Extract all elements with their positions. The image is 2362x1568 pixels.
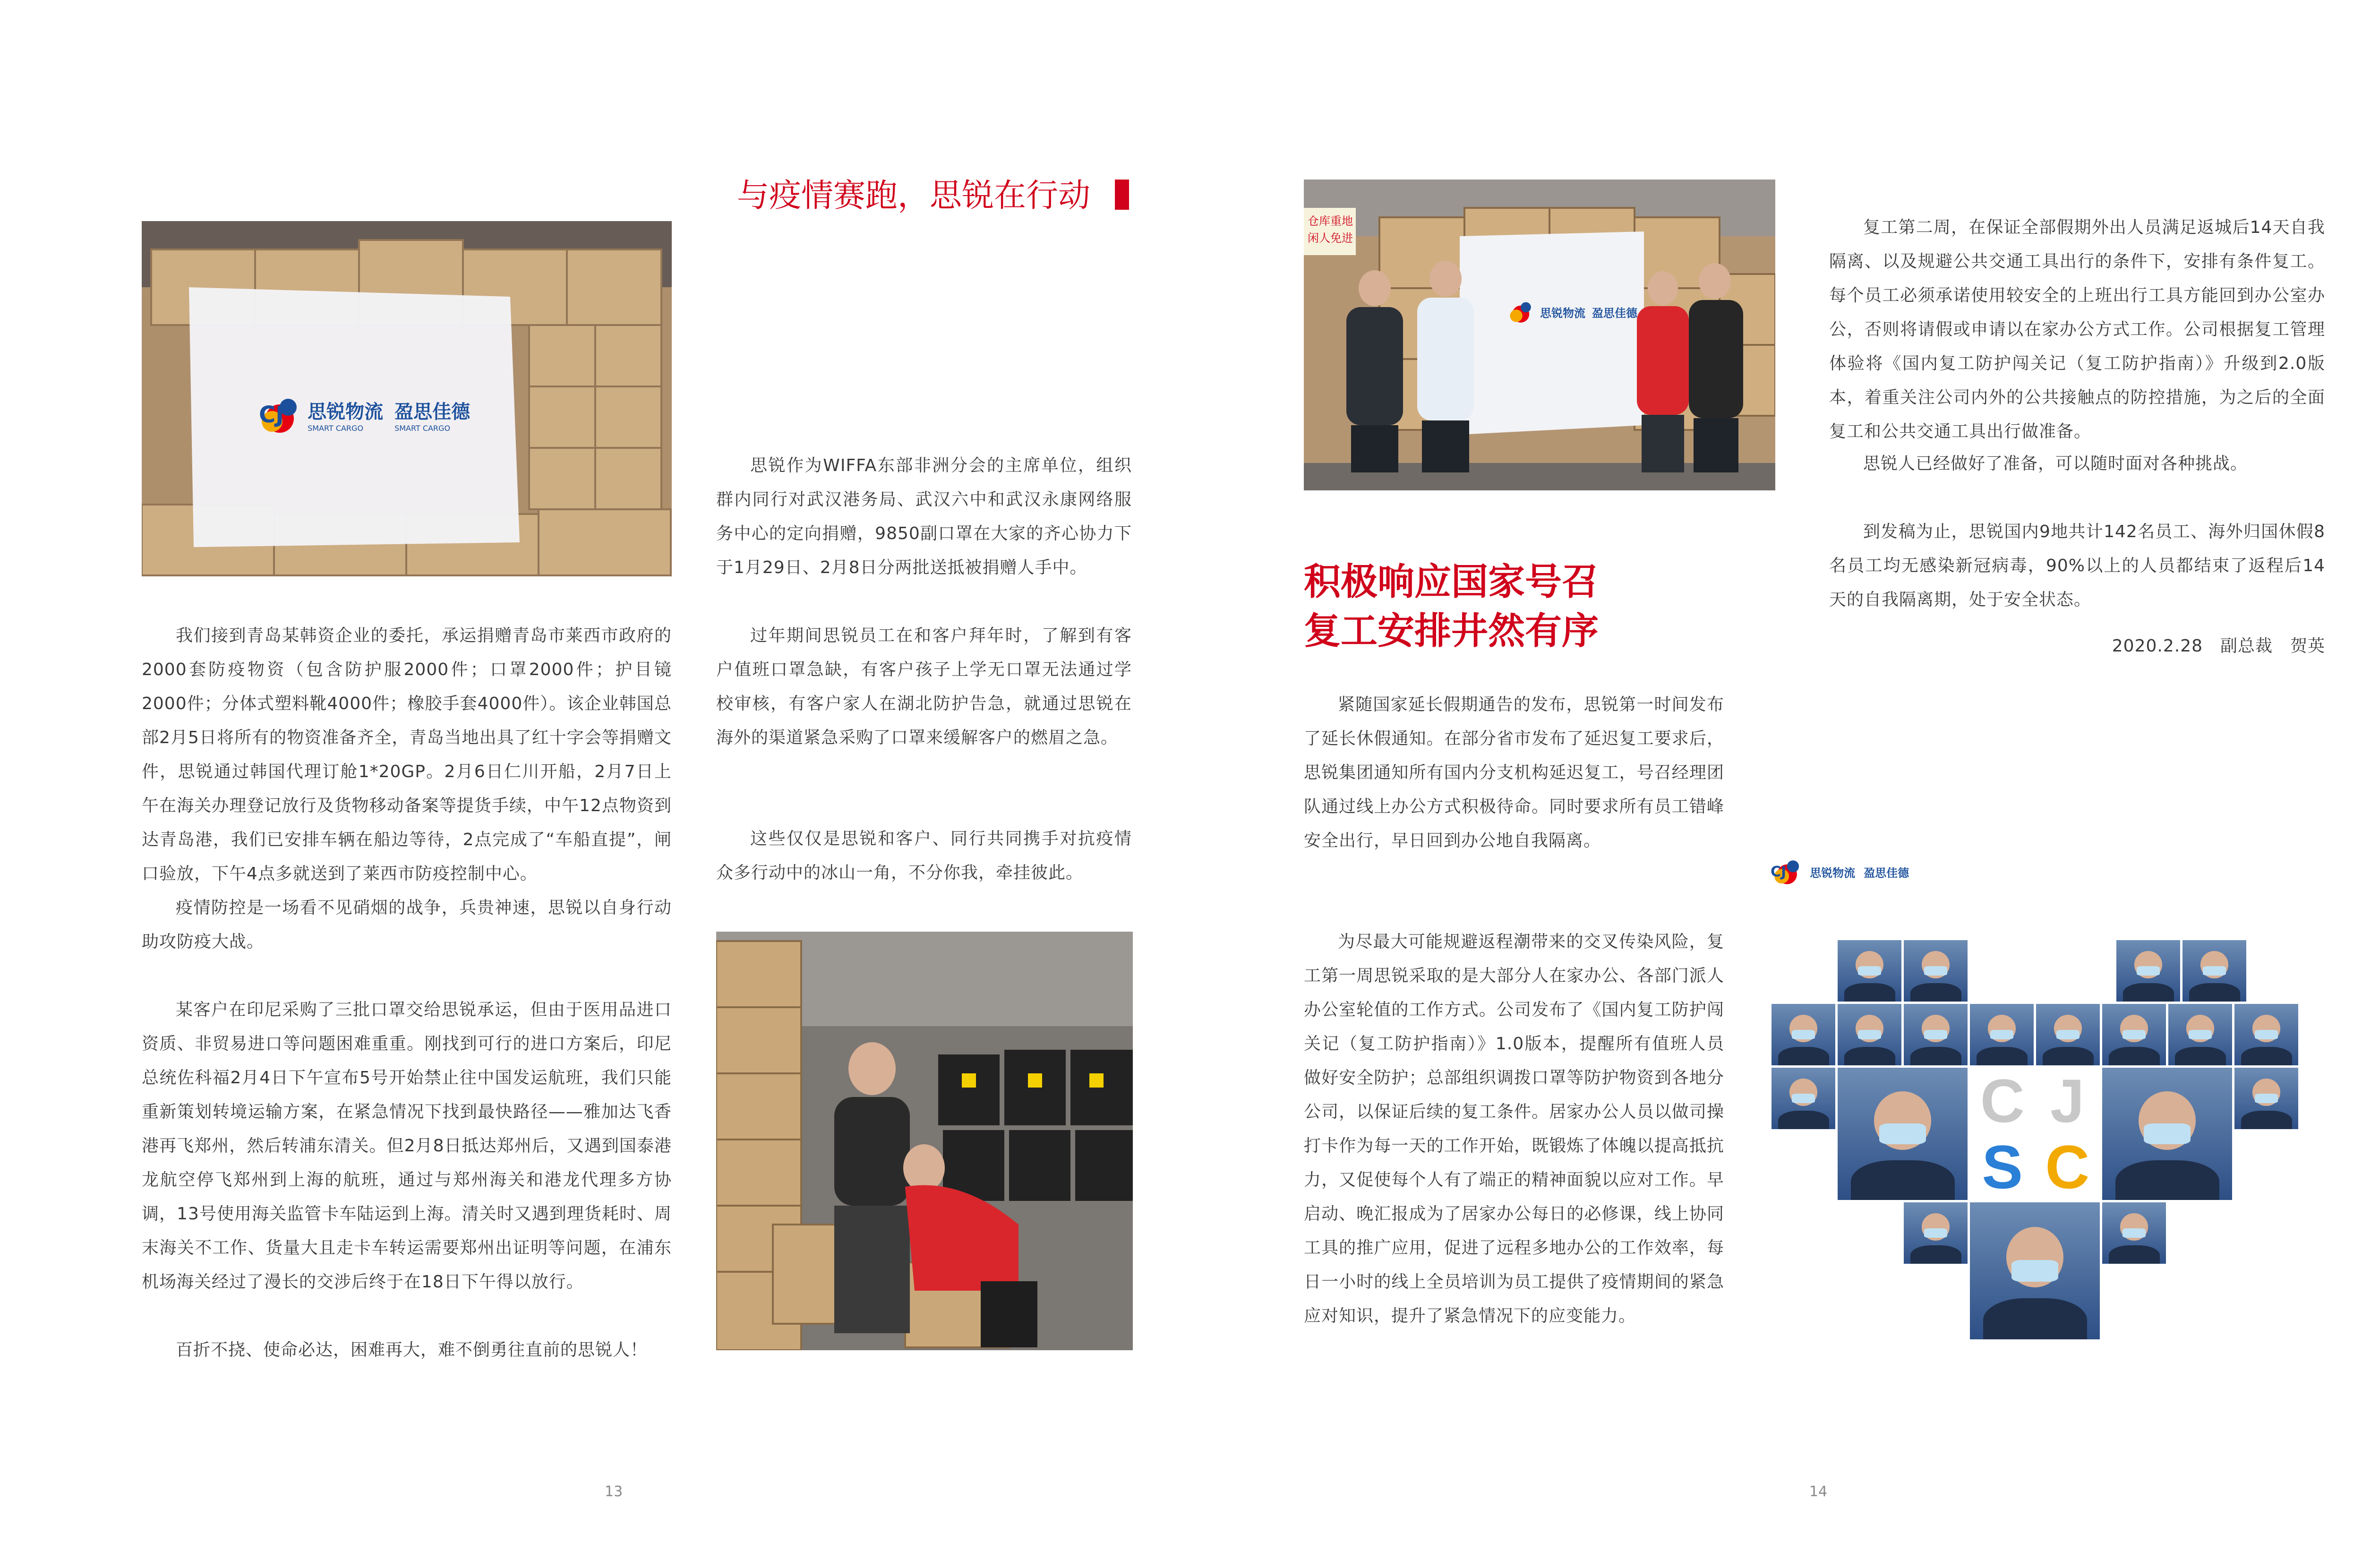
collage-face — [2102, 1202, 2166, 1264]
collage-face — [1838, 1068, 1968, 1200]
group-banner-brand2: 盈思佳德 — [1592, 306, 1637, 320]
left-col2-p2: 过年期间思锐员工在和客户拜年时，了解到有客户值班口罩急缺，有客户孩子上学无口罩无法通过学校审核，有客户家人在湖北防护告急，就通过思锐在海外的渠道紧急采购了口罩来缓解客户的燃眉之急。 — [716, 626, 1132, 747]
photo-team-group — [1304, 180, 1775, 490]
banner-brand2 — [394, 397, 470, 433]
collage-face — [1838, 940, 1901, 1002]
right-title-line2: 复工安排井然有序 — [1304, 610, 1599, 652]
photo-workers-loading — [716, 932, 1133, 1350]
group-banner-logo — [1502, 298, 1637, 326]
banner-brand1 — [308, 397, 383, 433]
collage-face — [2234, 1068, 2298, 1129]
collage-face — [1838, 1004, 1901, 1065]
collage-brand1: 思锐物流 — [1810, 866, 1856, 880]
left-col1-p3: 某客户在印尼采购了三批口罩交给思锐承运，但由于医用品进口资质、非贸易进口等问题困难重重。刚找到可行的进口方案后，印尼总统佐科福2月4日下午宣布5号开始禁止往中国发运航班，我们只能重新策划转境运输方案，在紧急情况下找到最快路径——雅加达飞香港再飞郑州，然后转浦东清关。但2月8日抵达郑州后，又遇到国泰港龙航空停飞郑州到上海的航班，通过与郑州海关和港龙代理多方协调，13号使用海关监管卡车陆运到上海。清关时又遇到理货耗时、周末海关不工作、货量大且走卡车转运需要郑州出证明等问题，在浦东机场海关经过了漫长的交涉后终于在18日下午得以放行。 — [142, 1000, 672, 1292]
left-page-title — [737, 170, 1090, 216]
left-col1-p1: 我们接到青岛某韩资企业的委托，承运捐赠青岛市莱西市政府的2000套防疫物资（包含防护服2000件；口罩2000件；护目镜2000件；分体式塑料靴4000件；橡胶手套4000件）。该企业韩国总部2月5日将所有的物资准备齐全，青岛当地出具了红十字会等捐赠文件，思锐通过韩国代理订舱1*20GP。2月6日仁川开船，2月7日上午在海关办理登记放行及货物移动备案等提货手续，中午12点物资到达青岛港，我们已安排车辆在船边等待，2点完成了“车船直提”，闸口验放，下午4点多就送到了莱西市防疫控制中心。 — [142, 626, 672, 883]
collage-face — [1904, 1004, 1968, 1065]
collage-logo — [1766, 855, 1909, 888]
collage-face — [2182, 940, 2246, 1002]
banner-brand1-text: 思锐物流 — [308, 401, 384, 423]
warehouse-sign: 仓库重地 闲人免进 — [1308, 214, 1353, 245]
employee-photo-collage — [1767, 935, 2324, 1351]
right-title-line1: 积极响应国家号召 — [1304, 561, 1599, 603]
collage-face — [2102, 1004, 2166, 1065]
collage-face — [1904, 1202, 1968, 1264]
cjsc-letters-tile — [1970, 1068, 2100, 1200]
cjsc-letter-c2: C — [2045, 1132, 2090, 1201]
right-col2-p3: 到发稿为止，思锐国内9地共计142名员工、海外归国休假8名员工均无感染新冠病毒，90%以上的人员都结束了返程后14天的自我隔离期，处于安全状态。 — [1829, 522, 2325, 609]
photo-workers-illustration — [716, 932, 1133, 1350]
banner-cj-text: CJ — [259, 402, 284, 428]
banner-brand2-en: SMART CARGO — [394, 424, 451, 433]
right-col2-p2: 思锐人已经做好了准备，可以随时面对各种挑战。 — [1863, 454, 2248, 473]
right-col1-p1: 紧随国家延长假期通告的发布，思锐第一时间发布了延长休假通知。在部分省市发布了延迟复工要求后，思锐集团通知所有国内分支机构延迟复工，号召经理团队通过线上办公方式积极待命。同时要求所有员工错峰安全出行，早日回到办公地自我隔离。 — [1304, 695, 1724, 850]
collage-face — [1970, 1202, 2100, 1339]
collage-brand2: 盈思佳德 — [1864, 866, 1909, 880]
right-col2-signature: 2020.2.28 副总裁 贺英 — [2112, 636, 2325, 656]
cj-logo-icon-small — [1502, 298, 1535, 326]
left-col1-p4: 百折不挠、使命必达，困难再大，难不倒勇往直前的思锐人！ — [176, 1340, 648, 1360]
banner-logo — [250, 391, 470, 438]
left-page-number: 13 — [605, 1483, 623, 1500]
collage-face — [2168, 1004, 2232, 1065]
banner-brand2-text: 盈思佳德 — [394, 401, 471, 423]
collage-face — [1970, 1004, 2034, 1065]
left-col2-p1: 思锐作为WIFFA东部非洲分会的主席单位，组织群内同行对武汉港务局、武汉六中和武汉永康网络服务中心的定向捐赠，9850副口罩在大家的齐心协力下于1月29日、2月8日分两批送抵被捐赠人手中。 — [716, 456, 1132, 577]
collage-face — [2116, 940, 2180, 1002]
right-page-title — [1304, 557, 1599, 656]
right-page-number: 14 — [1809, 1483, 1828, 1500]
right-col2-p1: 复工第二周，在保证全部假期外出人员满足返城后14天自我隔离、以及规避公共交通工具出行的条件下，安排有条件复工。每个员工必须承诺使用较安全的上班出行工具方能回到办公室办公，否则将请假或申请以在家办公方式工作。公司根据复工管理体验将《国内复工防护闯关记（复工防护指南）》升级到2.0版本，着重关注公司内外的公共接触点的防控措施，为之后的全面复工和公共交通工具出行做准备。 — [1829, 218, 2325, 441]
photo-team-illustration — [1304, 180, 1775, 490]
collage-face — [2036, 1004, 2100, 1065]
left-col2-p3: 这些仅仅是思锐和客户、同行共同携手对抗疫情众多行动中的冰山一角，不分你我，牵挂彼此。 — [716, 829, 1132, 883]
left-col1-p2: 疫情防控是一场看不见硝烟的战争，兵贵神速，思锐以自身行动助攻防疫大战。 — [142, 898, 672, 951]
collage-face — [1772, 1068, 1835, 1129]
collage-cj-text: CJ — [1771, 863, 1787, 880]
banner-brand1-en: SMART CARGO — [308, 424, 364, 433]
collage-face — [2102, 1068, 2232, 1200]
photo-donation-pallets — [142, 221, 672, 576]
cjsc-letter-s: S — [1982, 1132, 2023, 1201]
cjsc-letter-c1: C — [1980, 1066, 2025, 1135]
cjsc-letter-j: J — [2050, 1066, 2085, 1135]
collage-face — [1904, 940, 1968, 1002]
left-page-title-text: 与疫情赛跑，思锐在行动 — [737, 177, 1091, 214]
right-col1-p2: 为尽最大可能规避返程潮带来的交叉传染风险，复工第一周思锐采取的是大部分人在家办公、各部门派人办公室轮值的工作方式。公司发布了《国内复工防护闯关记（复工防护指南）》1.0版本，提醒所有值班人员做好安全防护；总部组织调拨口罩等防护物资到各地分公司，以保证后续的复工条件。居家办公人员以做司操打卡作为每一天的工作开始，既锻炼了体魄以提高抵抗力，又促使每个人有了端正的精神面貌以应对工作。早启动、晚汇报成为了居家办公每日的必修课，线上协同工具的推广应用，促进了远程多地办公的工作效率，每日一小时的线上全员培训为员工提供了疫情期间的紧急应对知识，提升了紧急情况下的应变能力。 — [1304, 932, 1724, 1326]
collage-face — [1772, 1004, 1835, 1065]
title-red-block — [1115, 180, 1129, 210]
collage-face — [2234, 1004, 2298, 1065]
group-banner-brand1: 思锐物流 — [1540, 306, 1585, 320]
